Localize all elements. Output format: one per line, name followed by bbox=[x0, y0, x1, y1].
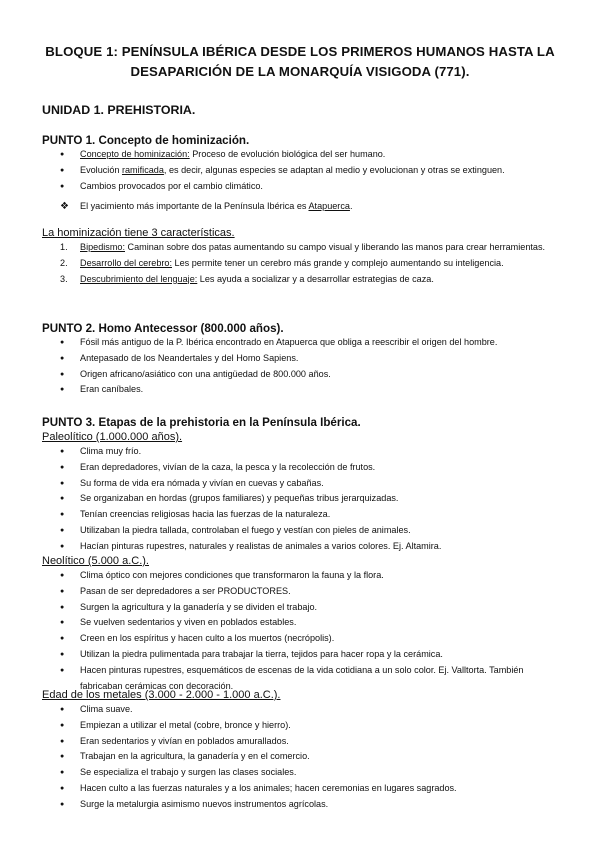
list-item bbox=[60, 240, 560, 256]
list-item: ● Surgen la agricultura y la ganadería y se dividen el trabajo. bbox=[60, 600, 560, 616]
term: Bipedismo: bbox=[80, 242, 125, 252]
note-text: El yacimiento más importante de la Península Ibérica es bbox=[80, 201, 309, 211]
list-item: ● Su forma de vida era nómada y vivían en cuevas y cabañas. bbox=[60, 476, 560, 492]
unit-heading: UNIDAD 1. PREHISTORIA. bbox=[42, 103, 196, 117]
list-item: ● Pasan de ser depredadores a ser PRODUCTORES. bbox=[60, 584, 560, 600]
item-text: , es decir, algunas especies se adaptan al medio y evolucionan y otras se extinguen. bbox=[163, 164, 505, 175]
list-item: ● Surge la metalurgia asimismo nuevos instrumentos agrícolas. bbox=[60, 797, 560, 813]
term: Desarrollo del cerebro: bbox=[80, 257, 172, 268]
list-item: ● Eran sedentarios y vivían en poblados amurallados. bbox=[60, 734, 560, 750]
list-item: ● Clima óptico con mejores condiciones que transformaron la fauna y la flora. bbox=[60, 568, 560, 584]
list-item: ● Fósil más antiguo de la P. Ibérica encontrado en Atapuerca que obliga a reescribir el origen del hombre. bbox=[60, 335, 560, 351]
list-item: ● Se especializa el trabajo y surgen las clases sociales. bbox=[60, 765, 560, 781]
item-number: 3 . bbox=[60, 272, 68, 288]
list-item bbox=[60, 272, 560, 288]
note-end: . bbox=[349, 201, 353, 211]
list-item: ● Tenían creencias religiosas hacia las fuerzas de la naturaleza. bbox=[60, 507, 560, 523]
item-text: Proceso de evolución biológica del ser humano. bbox=[189, 149, 386, 159]
item-text: Caminan sobre dos patas aumentando su campo visual y liberando las manos para crear herramientas. bbox=[125, 242, 546, 252]
list-item: ● Eran depredadores, vivían de la caza, la pesca y la recolección de frutos. bbox=[60, 460, 560, 476]
punto1-subheading: La hominización tiene 3 características. bbox=[42, 227, 235, 239]
punto3-heading: PUNTO 3. Etapas de la prehistoria en la Península Ibérica. bbox=[42, 416, 361, 429]
paleolitico-subheading: Paleolítico (1.000.000 años). bbox=[42, 431, 183, 443]
list-item: ● Se vuelven sedentarios y viven en poblados estables. bbox=[60, 615, 560, 631]
item-text: Les permite tener un cerebro más grande y complejo aumentando su inteligencia. bbox=[172, 257, 504, 268]
neolitico-bullet-list bbox=[60, 568, 560, 694]
list-item: ● Hacen culto a las fuerzas naturales y a los animales; hacen ceremonias en lugares sagrados. bbox=[60, 781, 560, 797]
paleolitico-bullet-list bbox=[60, 444, 560, 555]
term: ramificada bbox=[121, 164, 164, 175]
highlight-note bbox=[60, 199, 580, 215]
list-item: ● Utilizan la piedra pulimentada para trabajar la tierra, tejidos para hacer ropa y la cerámica. bbox=[60, 647, 560, 663]
punto2-bullet-list bbox=[60, 335, 560, 398]
item-text: Les ayuda a socializar y a desarrollar estrategias de caza. bbox=[197, 273, 434, 284]
list-item: ● Origen africano/asiático con una antigüedad de 800.000 años. bbox=[60, 367, 560, 383]
item-number: 2 . bbox=[60, 256, 68, 272]
punto1-numbered-list bbox=[60, 240, 560, 287]
document-title bbox=[30, 42, 570, 82]
title-line-2: DESAPARICIÓN DE LA MONARQUÍA VISIGODA (771). bbox=[130, 64, 470, 79]
list-item: ● Clima muy frío. bbox=[60, 444, 560, 460]
neolitico-subheading: Neolítico (5.000 a.C.). bbox=[42, 555, 149, 567]
item-text-pre: Evolución bbox=[80, 164, 122, 175]
list-item: ● Eran caníbales. bbox=[60, 382, 560, 398]
term: Concepto de hominización: bbox=[80, 149, 190, 159]
item-text: Cambios provocados por el cambio climático. bbox=[80, 180, 263, 191]
list-item: ● Empiezan a utilizar el metal (cobre, bronce y hierro). bbox=[60, 718, 560, 734]
punto1-bullet-list bbox=[60, 147, 560, 194]
list-item: ● Se organizaban en hordas (grupos familiares) y pequeñas tribus jerarquizadas. bbox=[60, 491, 560, 507]
note-term: Atapuerca bbox=[308, 201, 350, 211]
list-item bbox=[60, 163, 560, 179]
list-item bbox=[60, 179, 560, 195]
list-item bbox=[60, 256, 560, 272]
list-item: ● Clima suave. bbox=[60, 702, 560, 718]
list-item: ● Antepasado de los Neandertales y del Homo Sapiens. bbox=[60, 351, 560, 367]
list-item: ● Utilizaban la piedra tallada, controlaban el fuego y vestían con pieles de animales. bbox=[60, 523, 560, 539]
diamond-bullet-icon: ❖ bbox=[60, 201, 69, 212]
list-item: ● Hacen pinturas rupestres, esquemáticos de escenas de la vida cotidiana a un solo color. Ej. Valltorta. También fabricaban cerámicas con decoración. bbox=[60, 663, 560, 695]
list-item: ● Trabajan en la agricultura, la ganadería y en el comercio. bbox=[60, 749, 560, 765]
list-item: ● Creen en los espíritus y hacen culto a los muertos (necrópolis). bbox=[60, 631, 560, 647]
list-item: ● Hacían pinturas rupestres, naturales y realistas de animales a varios colores. Ej. Altamira. bbox=[60, 539, 560, 555]
metales-subheading: Edad de los metales (3.000 - 2.000 - 1.000 a.C.). bbox=[42, 689, 281, 701]
title-line-1: BLOQUE 1: PENÍNSULA IBÉRICA DESDE LOS PRIMEROS HUMANOS HASTA LA bbox=[45, 44, 555, 59]
term: Descubrimiento del lenguaje: bbox=[80, 273, 198, 284]
list-item bbox=[60, 147, 560, 163]
punto1-heading: PUNTO 1. Concepto de hominización. bbox=[42, 134, 250, 147]
punto2-heading: PUNTO 2. Homo Antecessor (800.000 años). bbox=[42, 322, 284, 335]
metales-bullet-list bbox=[60, 702, 560, 813]
item-number: 1 . bbox=[60, 240, 68, 256]
